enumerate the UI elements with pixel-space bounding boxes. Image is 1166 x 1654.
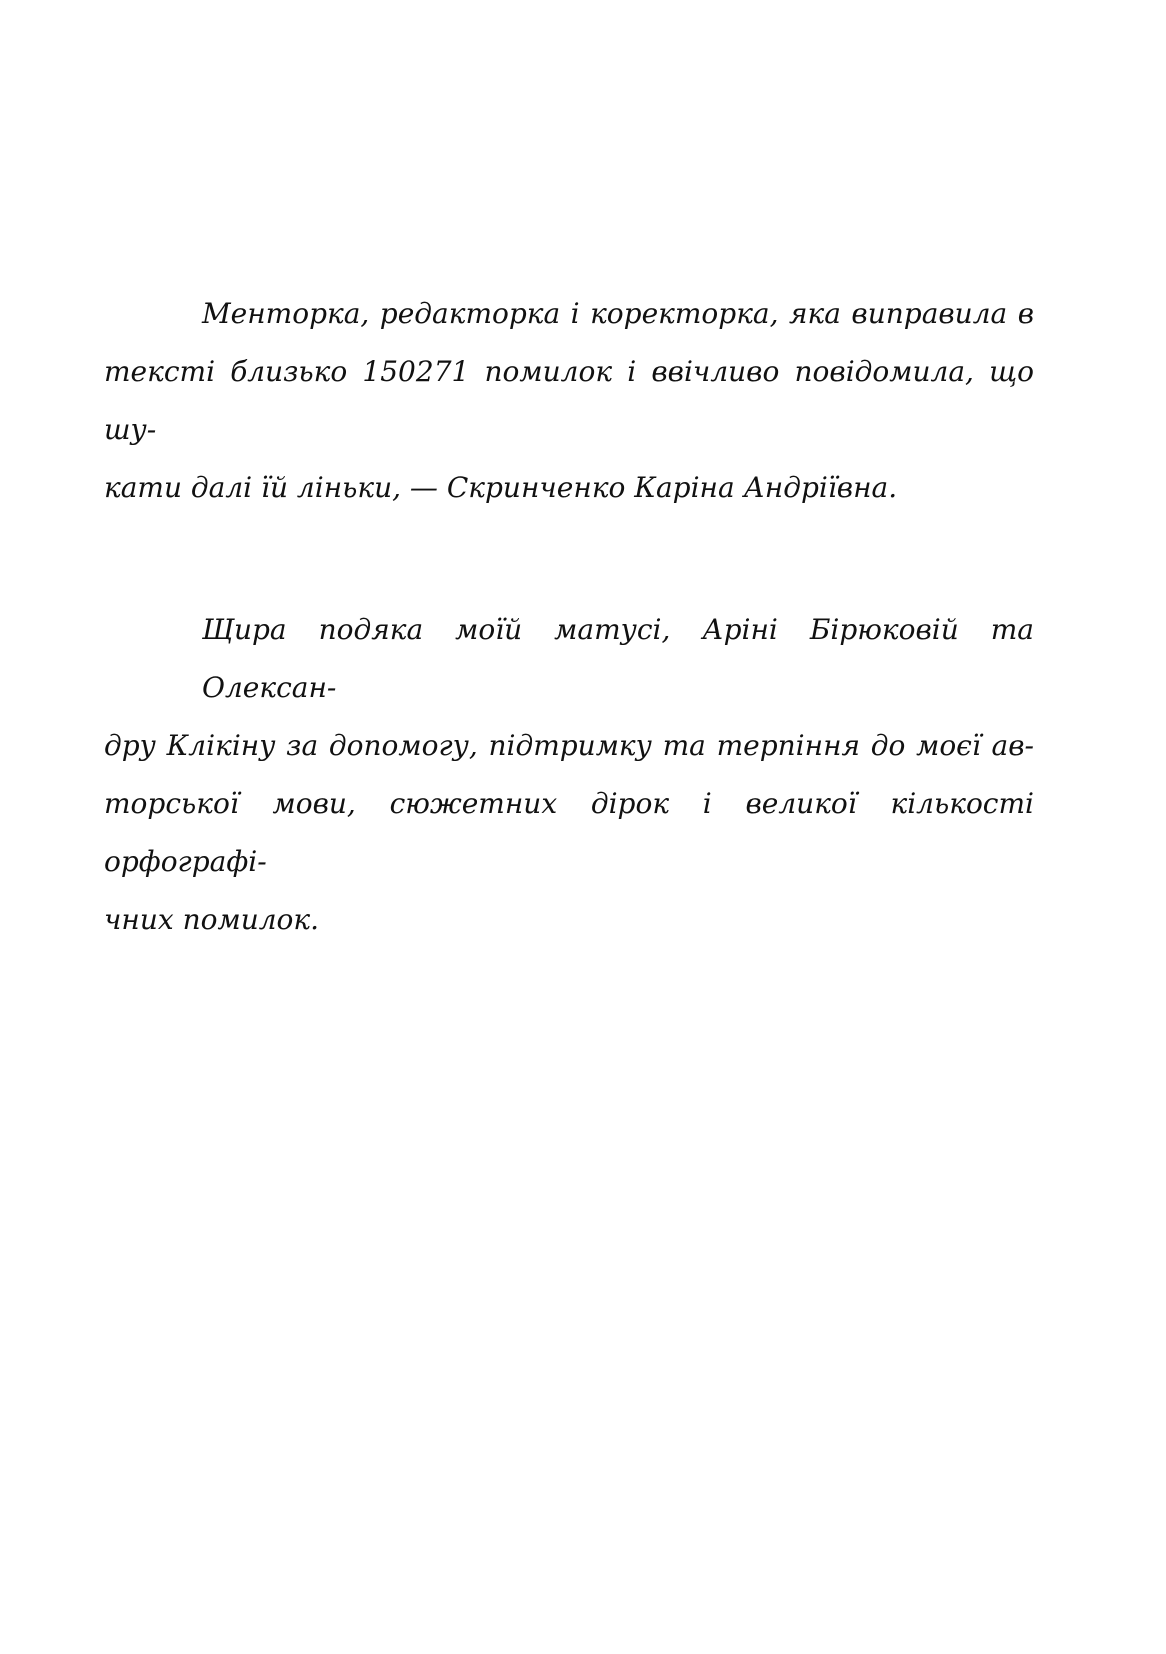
text-line: Щира подяка моїй матусі, Аріні Бірюковій та Олексан- — [202, 613, 1034, 704]
text-line: торської мови, сюжетних дірок і великої кількості орфографі- — [104, 787, 1034, 878]
acknowledgement-paragraph-thanks — [104, 601, 1034, 949]
text-line: кати далі їй ліньки, — Скринченко Каріна Андріївна. — [104, 471, 898, 504]
acknowledgement-paragraph-editor — [104, 285, 1034, 517]
text-line: тексті близько 150271 помилок і ввічливо повідомила, що шу- — [104, 355, 1034, 446]
page-content — [104, 285, 1034, 949]
text-line: чних помилок. — [104, 903, 320, 936]
text-line: Менторка, редакторка і коректорка, яка виправила в — [202, 297, 1034, 330]
text-line: дру Клікіну за допомогу, підтримку та терпіння до моєї ав- — [104, 729, 1034, 762]
paragraph-spacer — [104, 517, 1034, 601]
